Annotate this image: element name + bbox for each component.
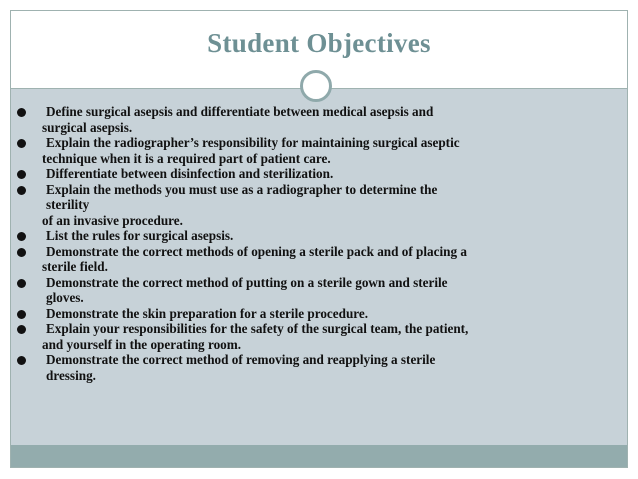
objective-text-continued: and yourself in the operating room.	[42, 336, 242, 352]
list-item	[10, 228, 610, 244]
objective-text-continued: technique when it is a required part of patient care.	[42, 150, 331, 166]
objective-text: List the rules for surgical asepsis.	[46, 228, 234, 243]
bullet-icon	[14, 354, 30, 366]
ring-ornament-icon	[300, 70, 332, 102]
objective-text-continued: surgical asepsis.	[42, 119, 133, 135]
bullet-icon	[14, 308, 30, 320]
objective-text: Explain your responsibilities for the safety of the surgical team, the patient,	[46, 321, 469, 336]
objective-text-continued: sterile field.	[42, 259, 108, 274]
objective-text: Demonstrate the correct method of removing and reapplying a sterile	[46, 352, 436, 367]
list-item	[10, 306, 610, 322]
list-item	[10, 275, 610, 306]
bullet-icon	[14, 184, 30, 196]
bullet-icon	[14, 168, 30, 180]
bullet-icon	[14, 246, 30, 258]
objective-text: Define surgical asepsis and differentiate between medical asepsis and	[46, 104, 434, 119]
bullet-icon	[14, 106, 30, 118]
objective-text: Explain the radiographer’s responsibility for maintaining surgical aseptic	[46, 135, 460, 150]
objectives-list	[10, 104, 610, 383]
list-item	[10, 182, 610, 229]
objective-text-continued: sterility	[46, 197, 90, 212]
objective-text: Demonstrate the correct methods of opening a sterile pack and of placing a	[46, 243, 467, 259]
footer-band	[11, 445, 627, 467]
list-item	[10, 321, 610, 352]
list-item	[10, 104, 610, 135]
objective-text: Demonstrate the correct method of putting on a sterile gown and sterile	[46, 274, 448, 290]
bullet-icon	[14, 277, 30, 289]
bullet-icon	[14, 137, 30, 149]
objective-text: Differentiate between disinfection and sterilization.	[46, 166, 334, 181]
bullet-icon	[14, 230, 30, 242]
objective-text-continued: of an invasive procedure.	[42, 212, 183, 228]
list-item	[10, 135, 610, 166]
list-item	[10, 352, 610, 383]
slide-title: Student Objectives	[207, 28, 431, 58]
objective-text-continued: gloves.	[46, 290, 84, 305]
objective-text: Demonstrate the skin preparation for a sterile procedure.	[46, 305, 369, 321]
objective-text: Explain the methods you must use as a radiographer to determine the	[46, 181, 438, 197]
list-item	[10, 244, 610, 275]
bullet-icon	[14, 323, 30, 335]
objective-text-continued: dressing.	[46, 367, 96, 383]
list-item	[10, 166, 610, 182]
